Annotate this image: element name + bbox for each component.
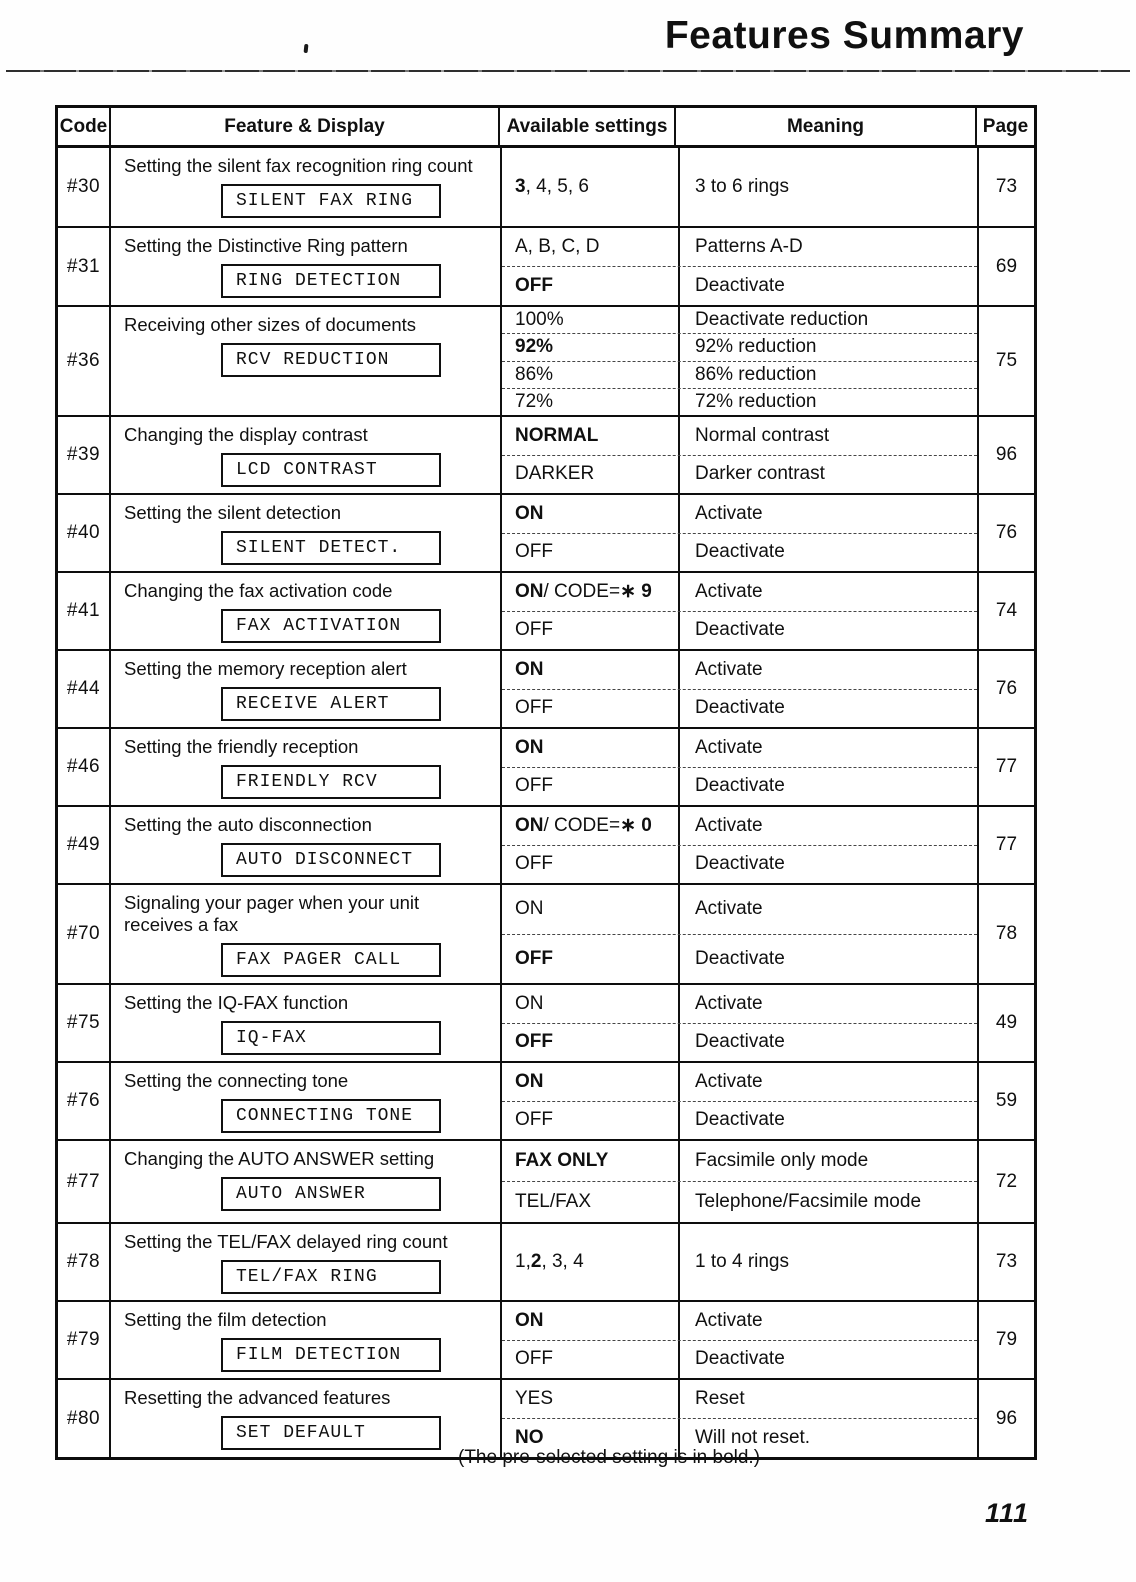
feature-title: Setting the friendly reception: [124, 736, 359, 757]
table-row: [58, 495, 1034, 573]
table-row: [58, 1224, 1034, 1302]
feature-title: Setting the film detection: [124, 1309, 327, 1330]
header-available-settings: Available settings: [500, 108, 676, 145]
setting-option-row: [502, 1380, 977, 1418]
feature-cell: [111, 495, 500, 571]
table-row: [58, 807, 1034, 885]
available-setting: ON / CODE= ∗ 9: [515, 580, 652, 603]
setting-option-row: [502, 495, 977, 533]
setting-option-row: [502, 266, 977, 305]
options-group: [500, 651, 977, 727]
setting-meaning: Activate: [678, 573, 977, 611]
header-meaning: Meaning: [676, 108, 977, 145]
available-setting: ON: [515, 658, 544, 680]
available-setting: 86%: [515, 363, 554, 385]
feature-cell: [111, 985, 500, 1061]
options-group: [500, 148, 977, 226]
available-setting: OFF: [515, 1348, 553, 1370]
page-ref: 96: [977, 417, 1034, 493]
feature-code: #31: [58, 228, 111, 305]
available-setting: 1, 2 , 3, 4: [515, 1251, 584, 1272]
lcd-display-box: [221, 1260, 441, 1294]
setting-option-row: [502, 1302, 977, 1340]
setting-option-row: [502, 333, 977, 360]
lcd-display-box: [221, 453, 441, 487]
lcd-display-text: FAX ACTIVATION: [236, 616, 402, 636]
page-ref: 73: [977, 148, 1034, 226]
available-setting: OFF: [515, 541, 553, 563]
setting-option-row: [502, 533, 977, 572]
setting-option-row: [502, 1181, 977, 1222]
lcd-display-box: [221, 1177, 441, 1211]
header-code: Code: [58, 108, 111, 145]
feature-code: #39: [58, 417, 111, 493]
setting-meaning: Deactivate: [678, 1024, 977, 1062]
feature-title: Setting the memory reception alert: [124, 658, 407, 679]
available-setting: NO: [515, 1427, 544, 1448]
feature-title: Setting the silent fax recognition ring count: [124, 155, 473, 176]
setting-meaning: Normal contrast: [678, 417, 977, 455]
feature-cell: [111, 1224, 500, 1300]
available-setting: ON: [515, 502, 544, 524]
lcd-display-box: [221, 184, 441, 218]
title-divider-rule: [6, 70, 1130, 72]
feature-code: #77: [58, 1141, 111, 1222]
page-ref: 72: [977, 1141, 1034, 1222]
features-summary-table: [55, 105, 1037, 1460]
available-setting: 92%: [515, 336, 554, 358]
available-setting: ON: [515, 1070, 544, 1092]
feature-code: #75: [58, 985, 111, 1061]
setting-option-row: [502, 573, 977, 611]
setting-option-row: [502, 767, 977, 806]
options-group: [500, 807, 977, 883]
lcd-display-box: [221, 1416, 441, 1450]
feature-title: Setting the IQ-FAX function: [124, 992, 349, 1013]
feature-title: Receiving other sizes of documents: [124, 314, 417, 335]
feature-cell: [111, 651, 500, 727]
setting-meaning: 86% reduction: [678, 362, 977, 388]
page-ref: 79: [977, 1302, 1034, 1378]
feature-title: Setting the TEL/FAX delayed ring count: [124, 1231, 448, 1252]
setting-option-row: [502, 845, 977, 884]
available-setting: OFF: [515, 619, 553, 641]
setting-meaning: Activate: [678, 1063, 977, 1101]
setting-meaning: Deactivate: [678, 534, 977, 572]
available-setting: OFF: [515, 947, 553, 969]
available-setting: 100%: [515, 309, 564, 331]
options-group: [500, 307, 977, 415]
feature-title: Setting the connecting tone: [124, 1070, 349, 1091]
lcd-display-box: [221, 1099, 441, 1133]
lcd-display-box: [221, 609, 441, 643]
setting-option-row: [502, 651, 977, 689]
lcd-display-box: [221, 943, 441, 977]
lcd-display-text: AUTO ANSWER: [236, 1184, 366, 1204]
lcd-display-box: [221, 1338, 441, 1372]
setting-option-row: [502, 807, 977, 845]
feature-cell: [111, 1063, 500, 1139]
feature-cell: [111, 148, 500, 226]
options-group: [500, 985, 977, 1061]
setting-meaning: 1 to 4 rings: [678, 1224, 977, 1300]
setting-meaning: Patterns A-D: [678, 228, 977, 266]
options-group: [500, 228, 977, 305]
table-row: [58, 1302, 1034, 1380]
lcd-display-text: FRIENDLY RCV: [236, 772, 378, 792]
available-setting: 72%: [515, 390, 554, 412]
table-body: [58, 148, 1034, 1457]
setting-option-row: [502, 934, 977, 984]
setting-option-row: [502, 307, 977, 333]
available-setting: ON: [515, 1309, 544, 1331]
table-row: [58, 1141, 1034, 1224]
page-title: Features Summary: [664, 14, 1024, 57]
available-setting: ON: [515, 736, 544, 758]
page-ref: 59: [977, 1063, 1034, 1139]
setting-meaning: 72% reduction: [678, 389, 977, 415]
page-ref: 78: [977, 885, 1034, 983]
lcd-display-text: LCD CONTRAST: [236, 460, 378, 480]
setting-meaning: Facsimile only mode: [678, 1141, 977, 1181]
setting-meaning: Activate: [678, 985, 977, 1023]
feature-title: Signaling your pager when your unit receives a fax: [124, 892, 420, 935]
feature-title: Changing the display contrast: [124, 424, 368, 445]
lcd-display-text: SILENT DETECT.: [236, 538, 402, 558]
lcd-display-text: RCV REDUCTION: [236, 350, 390, 370]
setting-meaning: Telephone/Facsimile mode: [678, 1182, 977, 1222]
table-row: [58, 573, 1034, 651]
table-row: [58, 651, 1034, 729]
feature-cell: [111, 573, 500, 649]
table-row: [58, 985, 1034, 1063]
lcd-display-text: CONNECTING TONE: [236, 1106, 414, 1126]
setting-meaning: Activate: [678, 885, 977, 934]
options-group: [500, 495, 977, 571]
lcd-display-text: AUTO DISCONNECT: [236, 850, 414, 870]
table-header-row: [58, 108, 1034, 148]
feature-code: #70: [58, 885, 111, 983]
feature-title: Changing the AUTO ANSWER setting: [124, 1148, 435, 1169]
available-setting: OFF: [515, 697, 553, 719]
options-group: [500, 1141, 977, 1222]
options-group: [500, 417, 977, 493]
lcd-display-text: RING DETECTION: [236, 271, 402, 291]
setting-option-row: [502, 1141, 977, 1181]
feature-cell: [111, 885, 500, 983]
table-row: [58, 417, 1034, 495]
feature-cell: [111, 307, 500, 415]
feature-cell: [111, 417, 500, 493]
lcd-display-text: SET DEFAULT: [236, 1423, 366, 1443]
feature-title: Setting the auto disconnection: [124, 814, 372, 835]
feature-code: #78: [58, 1224, 111, 1300]
available-setting: A, B, C, D: [515, 236, 600, 257]
setting-option-row: [502, 417, 977, 455]
available-setting: ON / CODE= ∗ 0: [515, 814, 652, 837]
page-ref: 74: [977, 573, 1034, 649]
page-ref: 77: [977, 729, 1034, 805]
setting-option-row: [502, 1340, 977, 1379]
setting-meaning: Deactivate: [678, 935, 977, 984]
feature-cell: [111, 807, 500, 883]
feature-code: #79: [58, 1302, 111, 1378]
lcd-display-box: [221, 531, 441, 565]
feature-code: #49: [58, 807, 111, 883]
options-group: [500, 729, 977, 805]
feature-code: #36: [58, 307, 111, 415]
setting-option-row: [502, 1224, 977, 1300]
setting-meaning: Activate: [678, 1302, 977, 1340]
available-setting: OFF: [515, 275, 553, 296]
available-setting: DARKER: [515, 463, 595, 485]
available-setting: TEL/FAX: [515, 1191, 592, 1212]
header-feature-display: Feature & Display: [111, 108, 500, 145]
setting-option-row: [502, 611, 977, 650]
feature-title: Resetting the advanced features: [124, 1387, 391, 1408]
setting-meaning: Activate: [678, 495, 977, 533]
scan-artifact-mark: [304, 44, 309, 53]
lcd-display-box: [221, 687, 441, 721]
available-setting: NORMAL: [515, 424, 599, 446]
setting-meaning: 92% reduction: [678, 334, 977, 360]
setting-option-row: [502, 1063, 977, 1101]
setting-option-row: [502, 1101, 977, 1140]
setting-option-row: [502, 148, 977, 226]
setting-option-row: [502, 455, 977, 494]
options-group: [500, 1224, 977, 1300]
lcd-display-box: [221, 264, 441, 298]
feature-code: #76: [58, 1063, 111, 1139]
lcd-display-text: IQ-FAX: [236, 1028, 307, 1048]
feature-title: Setting the silent detection: [124, 502, 342, 523]
table-row: [58, 228, 1034, 307]
setting-meaning: Deactivate: [678, 768, 977, 806]
available-setting: ON: [515, 992, 544, 1014]
table-row: [58, 729, 1034, 807]
lcd-display-text: FAX PAGER CALL: [236, 950, 402, 970]
setting-meaning: Reset: [678, 1380, 977, 1418]
setting-option-row: [502, 1023, 977, 1062]
setting-meaning: Deactivate: [678, 690, 977, 728]
setting-meaning: Activate: [678, 807, 977, 845]
setting-option-row: [502, 985, 977, 1023]
available-setting: FAX ONLY: [515, 1150, 609, 1171]
available-setting: YES: [515, 1388, 554, 1409]
lcd-display-box: [221, 343, 441, 377]
setting-meaning: Darker contrast: [678, 456, 977, 494]
feature-code: #30: [58, 148, 111, 226]
available-setting: OFF: [515, 775, 553, 797]
lcd-display-box: [221, 843, 441, 877]
setting-meaning: Deactivate: [678, 846, 977, 884]
setting-option-row: [502, 729, 977, 767]
feature-cell: [111, 1302, 500, 1378]
available-setting: ON: [515, 898, 544, 920]
setting-meaning: Deactivate: [678, 612, 977, 650]
page-ref: 76: [977, 495, 1034, 571]
feature-title: Changing the fax activation code: [124, 580, 393, 601]
setting-option-row: [502, 689, 977, 728]
available-setting: OFF: [515, 1109, 553, 1131]
options-group: [500, 573, 977, 649]
options-group: [500, 885, 977, 983]
page-ref: 49: [977, 985, 1034, 1061]
feature-cell: [111, 1141, 500, 1222]
setting-meaning: Deactivate: [678, 1102, 977, 1140]
options-group: [500, 1063, 977, 1139]
setting-option-row: [502, 361, 977, 388]
feature-code: #44: [58, 651, 111, 727]
setting-meaning: Will not reset.: [678, 1419, 977, 1457]
page-ref: 75: [977, 307, 1034, 415]
page-ref: 96: [977, 1380, 1034, 1457]
options-group: [500, 1302, 977, 1378]
available-setting: OFF: [515, 853, 553, 875]
available-setting: 3 , 4, 5, 6: [515, 176, 589, 197]
options-group: [500, 1380, 977, 1457]
setting-meaning: Deactivate: [678, 1341, 977, 1379]
lcd-display-box: [221, 765, 441, 799]
table-row: [58, 307, 1034, 417]
feature-code: #40: [58, 495, 111, 571]
setting-option-row: [502, 388, 977, 415]
setting-meaning: Deactivate: [678, 267, 977, 305]
feature-cell: [111, 1380, 500, 1457]
page-ref: 76: [977, 651, 1034, 727]
page-ref: 73: [977, 1224, 1034, 1300]
header-page: Page: [982, 115, 1029, 137]
feature-code: #80: [58, 1380, 111, 1457]
feature-code: #46: [58, 729, 111, 805]
page-ref: 69: [977, 228, 1034, 305]
lcd-display-box: [221, 1021, 441, 1055]
feature-cell: [111, 729, 500, 805]
bold-setting-footnote: (The pre-selected setting is in bold.): [458, 1447, 761, 1468]
feature-title: Setting the Distinctive Ring pattern: [124, 235, 408, 256]
setting-meaning: Activate: [678, 729, 977, 767]
table-row: [58, 1063, 1034, 1141]
lcd-display-text: SILENT FAX RING: [236, 191, 414, 211]
lcd-display-text: FILM DETECTION: [236, 1345, 402, 1365]
page-number: 111: [985, 1498, 1030, 1528]
feature-cell: [111, 228, 500, 305]
setting-option-row: [502, 885, 977, 934]
feature-code: #41: [58, 573, 111, 649]
setting-meaning: Activate: [678, 651, 977, 689]
available-setting: OFF: [515, 1031, 553, 1053]
table-row: [58, 885, 1034, 985]
setting-meaning: Deactivate reduction: [678, 307, 977, 333]
lcd-display-text: TEL/FAX RING: [236, 1267, 378, 1287]
page-ref: 77: [977, 807, 1034, 883]
setting-meaning: 3 to 6 rings: [678, 148, 977, 226]
table-row: [58, 148, 1034, 228]
table-row: [58, 1380, 1034, 1457]
lcd-display-text: RECEIVE ALERT: [236, 694, 390, 714]
setting-option-row: [502, 228, 977, 266]
